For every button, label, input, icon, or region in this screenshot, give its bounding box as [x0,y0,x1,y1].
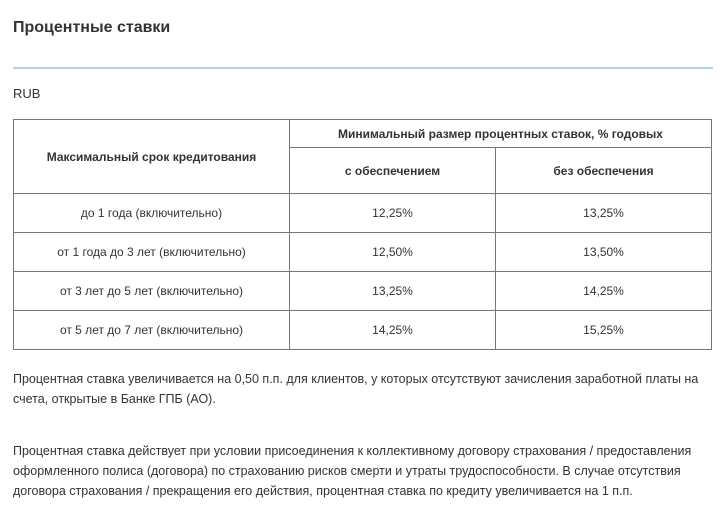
term-cell: от 3 лет до 5 лет (включительно) [14,272,290,311]
with-collateral-cell: 14,25% [290,311,496,350]
currency-label: RUB [13,86,41,101]
insurance-note-paragraph: Процентная ставка действует при условии присоединения к коллективному договору страхования / предоставления оформленного полиса (договора) по страхованию рисков смерти и утраты трудоспособности. В случае отсутствия договора страхования / прекращения его действия, процентная ставка по кредиту увеличивается на 1 п.п. [13,444,692,498]
without-collateral-cell: 13,50% [496,233,712,272]
title-divider [13,67,713,69]
term-cell: до 1 года (включительно) [14,194,290,233]
with-collateral-cell: 12,50% [290,233,496,272]
term-cell: от 1 года до 3 лет (включительно) [14,233,290,272]
term-column-header: Максимальный срок кредитования [14,120,290,194]
term-cell: от 5 лет до 7 лет (включительно) [14,311,290,350]
table-header-row [14,120,712,148]
table-row [14,194,712,233]
salary-note-paragraph: Процентная ставка увеличивается на 0,50 п.п. для клиентов, у которых отсутствуют зачисления заработной платы на счета, открытые в Банке ГПБ (АО). [13,372,699,406]
table-row [14,233,712,272]
with-collateral-cell: 12,25% [290,194,496,233]
interest-rates-table [13,119,712,350]
table-row [14,311,712,350]
without-collateral-cell: 15,25% [496,311,712,350]
page-title: Процентные ставки [13,19,171,36]
rate-column-header: Минимальный размер процентных ставок, % годовых [290,120,712,148]
with-collateral-header: с обеспечением [290,148,496,194]
table-row [14,272,712,311]
with-collateral-cell: 13,25% [290,272,496,311]
without-collateral-cell: 14,25% [496,272,712,311]
without-collateral-header: без обеспечения [496,148,712,194]
without-collateral-cell: 13,25% [496,194,712,233]
